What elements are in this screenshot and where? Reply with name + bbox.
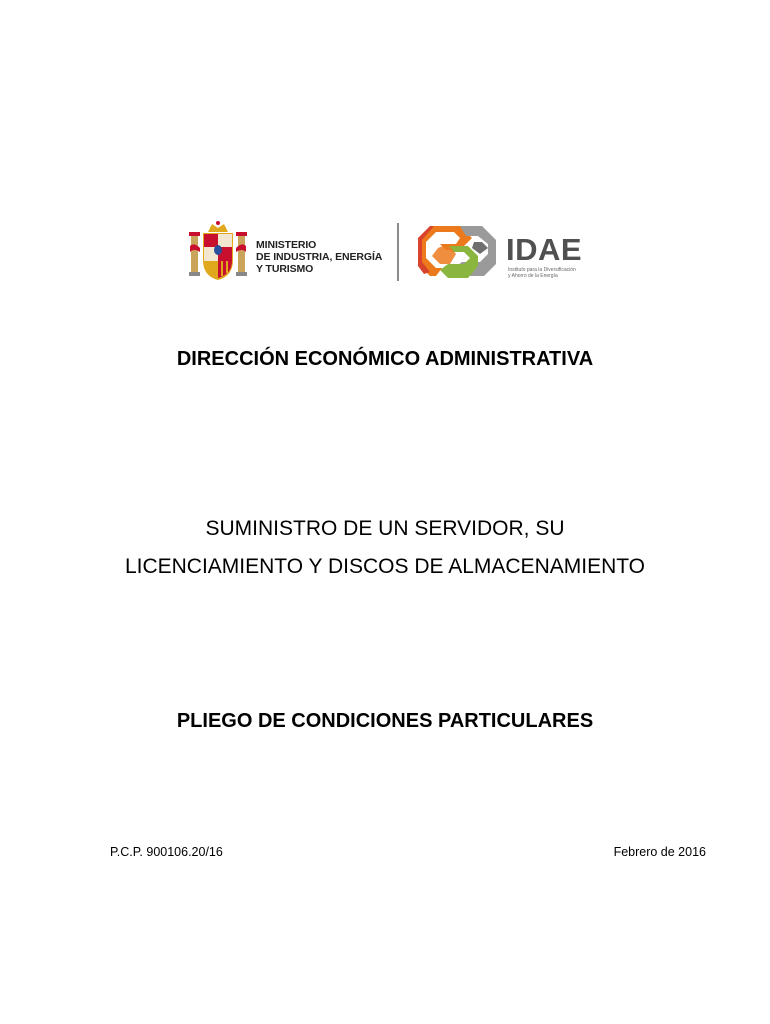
- ministry-line: Y TURISMO: [256, 263, 314, 275]
- idae-subtitle-line: y Ahorro de la Energía: [508, 273, 558, 279]
- ministry-line: MINISTERIO: [256, 239, 317, 251]
- idae-subtitle-line: Instituto para la Diversificación: [508, 267, 576, 273]
- document-type: PLIEGO DE CONDICIONES PARTICULARES: [176, 710, 594, 732]
- header-logos: [186, 218, 596, 284]
- logo-divider: [397, 223, 399, 281]
- idae-subtitle: [508, 267, 576, 279]
- idae-wordmark: IDAE: [506, 232, 583, 267]
- document-subject: [0, 510, 770, 586]
- ministry-name: [256, 239, 382, 275]
- subject-line: SUMINISTRO DE UN SERVIDOR, SU: [205, 517, 565, 540]
- document-date: Febrero de 2016: [613, 845, 706, 859]
- document-reference: P.C.P. 900106.20/16: [110, 845, 223, 859]
- idae-logo-icon: [416, 224, 502, 280]
- ministry-line: DE INDUSTRIA, ENERGÍA: [256, 251, 383, 263]
- department-title: DIRECCIÓN ECONÓMICO ADMINISTRATIVA: [176, 348, 594, 370]
- coat-of-arms-icon: [188, 220, 248, 282]
- subject-line: LICENCIAMIENTO Y DISCOS DE ALMACENAMIENTO: [124, 555, 646, 578]
